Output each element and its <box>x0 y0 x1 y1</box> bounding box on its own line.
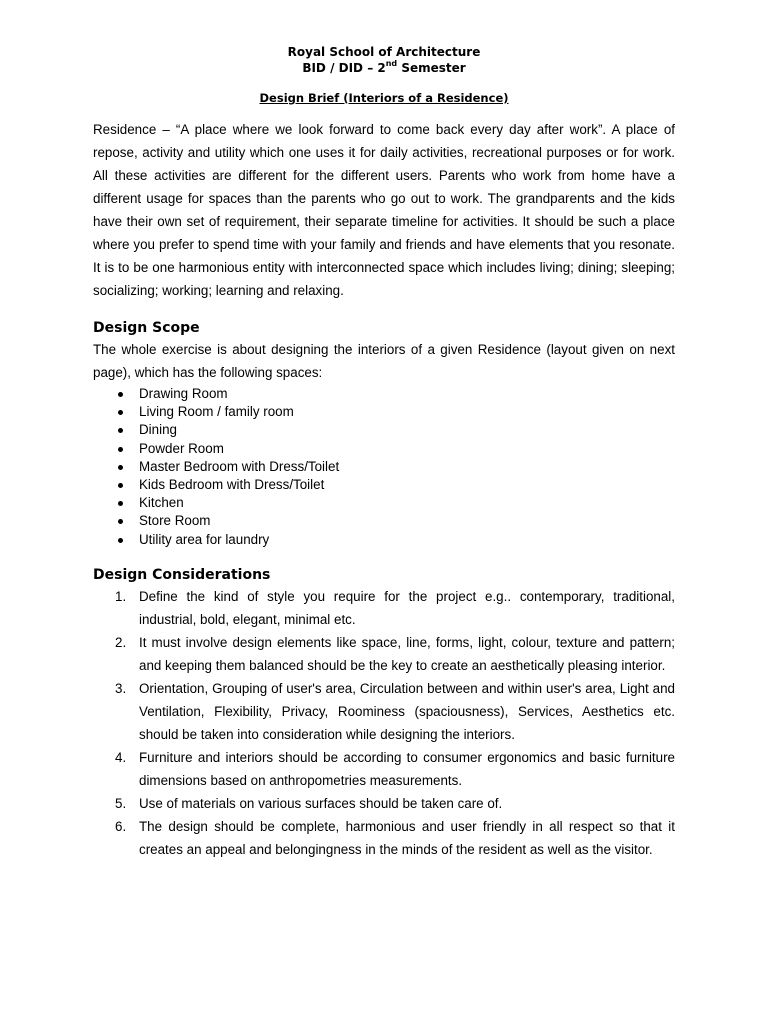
list-item-label: Drawing Room <box>139 386 228 401</box>
item-number: 4. <box>115 749 127 765</box>
list-item-text: It must involve design elements like space, line, forms, light, colour, texture and pattern; and keeping them balanced should be the key to create an aesthetically pleasing interior. <box>139 634 675 673</box>
item-number: 5. <box>115 795 127 811</box>
list-item <box>93 677 675 746</box>
intro-paragraph: Residence – “A place where we look forward to come back every day after work”. A place of repose, activity and utility which one uses it for daily activities, recreational purposes or for work. All these activities are different for the different users. Parents who work from home have a different usage for spaces than the parents who go out to work. The grandparents and the kids have their own set of requirement, their separate timeline for activities. It should be such a place where you prefer to spend time with your family and friends and have elements that you resonate. It is to be one harmonious entity with interconnected space which includes living; dining; sleeping; socializing; working; learning and relaxing. <box>93 122 675 298</box>
list-item <box>93 585 675 631</box>
list-item <box>93 815 675 861</box>
bullet-icon <box>118 392 123 397</box>
program-superscript: nd <box>385 59 398 68</box>
list-item <box>93 440 675 458</box>
program-suffix: Semester <box>397 61 466 75</box>
bullet-icon <box>118 519 123 524</box>
list-item <box>93 458 675 476</box>
bullet-icon <box>118 465 123 470</box>
list-item <box>93 421 675 439</box>
list-item-label: Living Room / family room <box>139 404 294 420</box>
list-item-label: Powder Room <box>139 440 224 456</box>
item-number: 6. <box>115 818 127 834</box>
list-item <box>93 531 675 549</box>
list-item-text: Use of materials on various surfaces should be taken care of. <box>139 795 503 811</box>
item-number: 1. <box>115 588 127 604</box>
list-item-text: Orientation, Grouping of user's area, Circulation between and within user's area, Light and Ventilation, Flexibility, Privacy, Roominess (spaciousness), Services, Aesthetics etc. should be taken into consideration while designing the interiors. <box>139 680 675 742</box>
program-prefix: BID / DID – 2 <box>302 61 386 75</box>
list-item <box>93 512 675 530</box>
document-page <box>93 0 675 861</box>
list-item-text: Define the kind of style you require for the project e.g.. contemporary, traditional, industrial, bold, elegant, minimal etc. <box>139 588 675 627</box>
program-line <box>93 60 675 76</box>
bullet-icon <box>118 538 123 543</box>
item-number: 2. <box>115 634 127 650</box>
list-item <box>93 403 675 421</box>
list-item-label: Kids Bedroom with Dress/Toilet <box>139 477 325 493</box>
bullet-icon <box>118 501 123 506</box>
spaces-list <box>93 385 675 549</box>
list-item <box>93 792 675 815</box>
design-considerations-heading: Design Considerations <box>93 566 271 583</box>
list-item-text: Furniture and interiors should be according to consumer ergonomics and basic furniture dimensions based on anthropometries measurements. <box>139 749 675 788</box>
brief-title: Design Brief (Interiors of a Residence) <box>259 91 509 105</box>
list-item <box>93 746 675 792</box>
design-scope-heading: Design Scope <box>93 320 200 336</box>
list-item-label: Kitchen <box>139 495 184 511</box>
item-number: 3. <box>115 680 127 696</box>
list-item <box>93 631 675 677</box>
list-item <box>93 385 675 403</box>
design-scope-paragraph: The whole exercise is about designing the interiors of a given Residence (layout given on next page), which has the following spaces: <box>93 342 675 380</box>
considerations-list <box>93 585 675 861</box>
bullet-icon <box>118 428 123 433</box>
list-item-label: Utility area for laundry <box>139 531 270 547</box>
list-item <box>93 476 675 494</box>
bullet-icon <box>118 483 123 488</box>
list-item-label: Store Room <box>139 513 211 529</box>
school-name: Royal School of Architecture <box>287 45 481 59</box>
list-item <box>93 494 675 512</box>
list-item-text: The design should be complete, harmonious and user friendly in all respect so that it creates an appeal and belongingness in the minds of the resident as well as the visitor. <box>139 818 675 857</box>
list-item-label: Dining <box>139 422 177 438</box>
bullet-icon <box>118 410 123 415</box>
bullet-icon <box>118 447 123 452</box>
list-item-label: Master Bedroom with Dress/Toilet <box>139 458 340 474</box>
